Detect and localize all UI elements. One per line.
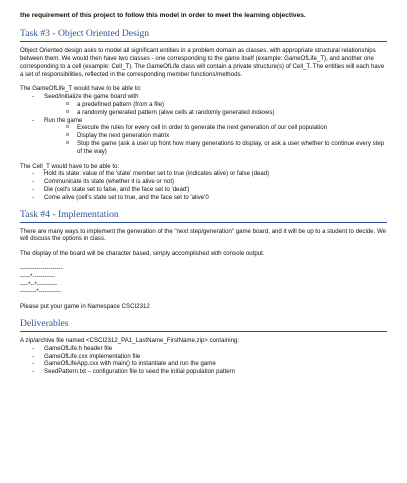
task3-section [20, 28, 387, 201]
task4-paragraph: There are many ways to implement the generation of the "next step/generation" game board, and it will be up to a student to decide. We will discuss the options in class. [20, 227, 386, 243]
gameoflife-label: The GameOfLife_T would have to be able to: [20, 85, 142, 93]
task4-display-paragraph: The display of the board will be character based, simply accomplished with console output. [20, 250, 265, 258]
heading-divider [20, 41, 387, 42]
list-item: - GameOfLifeApp.cxx with main() to instantiate and run the game [32, 360, 387, 368]
sub-list-item: o a randomly generated pattern (alive cells at randomly generated indexes) [66, 109, 387, 117]
heading-divider [20, 331, 387, 332]
intro-text: the requirement of this project to follow this model in order to meet the learning objectives. [20, 12, 306, 19]
task3-paragraph: Object Oriented design asks to model all significant entities in a problem domain as classes, with appropriate structural relationships between them. We would then have two classes - one corresponding to the game itself (example: GameOfLife_T), and another one corresponding to a cell (example: Cell_T). The GameOfLife class will contain a private structure(s) of Cell_T. The entities will each have a set of responsibilities, reflected in the corresponding member functions/methods. [20, 47, 385, 78]
cell-list [20, 170, 387, 201]
board-line: -----*----------- [20, 272, 55, 280]
deliverables-list [20, 345, 387, 376]
sub-list-item: o Stop the game (ask a user up front how many generations to display, or ask a user whether to continue every step of the way) [66, 140, 387, 156]
list-item: - SeedPattern.txt – configuration file to seed the initial population pattern [32, 368, 387, 376]
list-item-text: Seed/initialize the game board with [44, 93, 139, 101]
gameoflife-list [20, 93, 387, 155]
list-item-text: Run the game [44, 116, 83, 124]
sub-list-item: o a predefined pattern (from a file) [66, 101, 387, 109]
board-line: ----*--*---------- [20, 280, 58, 288]
sub-list [44, 101, 387, 117]
sub-list [44, 124, 387, 155]
board-example [20, 265, 387, 296]
task4-section [20, 209, 387, 311]
task3-heading: Task #3 - Object Oriented Design [20, 28, 150, 40]
list-item: - Hold its state: value of the 'state' member set to true (indicates alive) or false (dead) [32, 170, 387, 178]
list-item [32, 117, 387, 156]
board-line: --------------------- [20, 264, 63, 272]
namespace-text: Please put your game in Namespace CSCI2312 [20, 303, 150, 311]
cell-label: The Cell_T would have to be able to: [20, 162, 120, 170]
task4-heading: Task #4 - Implementation [20, 208, 119, 220]
list-item: - GameOfLife.cxx implementation file [32, 353, 387, 361]
list-item: - GameOfLife.h header file [32, 345, 387, 353]
heading-divider [20, 222, 387, 223]
board-line: --------*----------- [20, 288, 61, 296]
sub-list-item: o Display the next generation matrix [66, 132, 387, 140]
list-item [32, 93, 387, 116]
list-item: - Die (cell's state set to false, and the face set to 'dead') [32, 186, 387, 194]
deliverables-section [20, 318, 387, 376]
deliverables-intro: A zip/archive file named <CSCI2312_PA1_LastName_FirstName.zip> containing: [20, 336, 240, 344]
list-item: - Communicate its state (whether it is alive or not) [32, 178, 387, 186]
list-item: - Come alive (cell's state set to true, and the face set to 'alive'0 [32, 194, 387, 202]
sub-list-item: o Execute the rules for every cell in order to generate the next generation of our cell population [66, 124, 387, 132]
deliverables-heading: Deliverables [20, 317, 69, 329]
